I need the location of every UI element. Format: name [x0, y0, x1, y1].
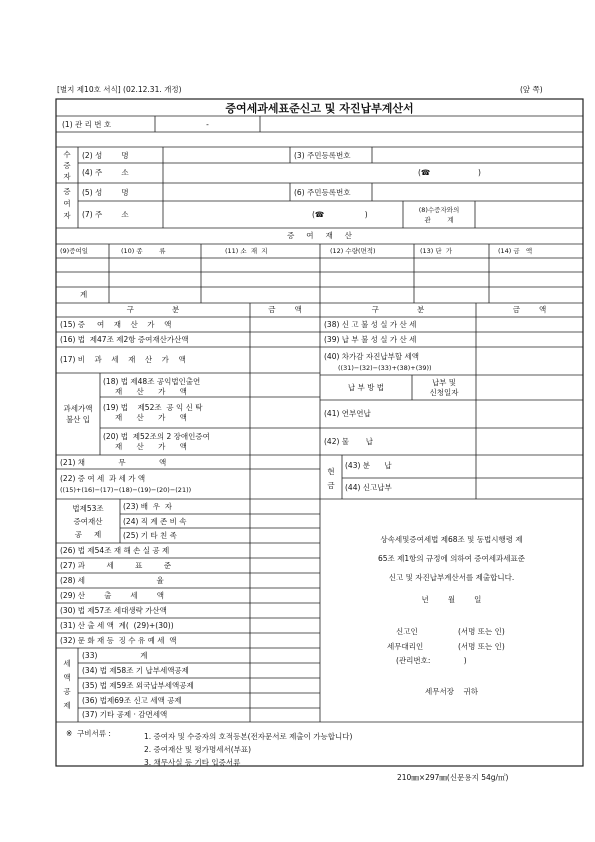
row-19: (19) 법 제52조 공 익 신 탁 재 산 가 액: [103, 403, 203, 422]
property-col-date: (9)증여일: [60, 247, 89, 255]
calc-col-amount2: 금 액: [512, 305, 547, 314]
pay-method-label: 납 부 방 법: [347, 383, 385, 392]
pay-date-label: 납부 및 신청일자: [429, 378, 459, 397]
donee-name-label: (2) 성 명: [82, 151, 129, 160]
row-16: (16) 법 제47조 제2항 증여재산가산액: [60, 335, 189, 344]
row-20: (20) 법 제52조의 2 장애인증여 재 산 가 액: [103, 432, 210, 451]
declaration-text: 상속세및증여세법 제68조 및 동법시행령 제 65조 제1항의 규정에 의하여 증여세과세표준 신고 및 자진납부계산서를 제출합니다.: [377, 535, 525, 582]
donee-phone: (☎ ): [418, 168, 481, 177]
row-41: (41) 연부연납: [324, 409, 371, 418]
list-item: 3. 채무사실 등 기타 입증서류: [144, 758, 241, 767]
calc-col-left: 구 분: [126, 305, 180, 314]
page-side-label: (앞 쪽): [520, 85, 543, 94]
row-38: (38) 신 고 불 성 실 가 산 세: [324, 320, 417, 329]
donor-rrn-label: (6) 주민등록번호: [294, 188, 351, 197]
form-code: [별지 제10호 서식] (02.12.31. 개정): [57, 85, 182, 94]
row-40: (40) 차가감 자진납부할 세액 ((31)−(32)−(33)+(38)+(39)): [324, 352, 432, 372]
row-44: (44) 신고납부: [345, 483, 392, 492]
property-col-location: (11) 소 재 지: [225, 247, 268, 255]
row-22: (22) 증 여 세 과 세 가 액 ((15)+(16)−(17)−(18)−(19)−(20)−(21)): [60, 474, 192, 494]
agent-number: (관리번호: ): [396, 656, 467, 665]
donor-relation-label: (8)수증자와의 관 계: [418, 206, 460, 224]
agent-sign: (서명 또는 인): [458, 642, 505, 651]
row-43: (43) 분 납: [345, 461, 392, 470]
property-heading: 증 여 재 산: [287, 231, 352, 240]
donor-group-label: 증 여 자: [63, 187, 71, 220]
property-col-price: (13) 단 가: [420, 247, 453, 255]
row-26: (26) 법 제54조 재 해 손 실 공 제: [60, 546, 170, 555]
donor-name-label: (5) 성 명: [82, 188, 129, 197]
row-42: (42) 물 납: [324, 437, 373, 446]
calc-col-amount: 금 액: [268, 305, 302, 314]
list-item: 1. 증여자 및 수증자의 호적등본(전자문서로 제출이 가능합니다): [144, 732, 353, 741]
calc-col-right: 구 분: [371, 305, 425, 314]
row-34: (34) 법 제58조 기 납부세액공제: [82, 666, 189, 675]
row-27: (27) 과 세 표 준: [60, 561, 172, 570]
row-17: (17) 비 과 세 재 산 가 액: [60, 355, 186, 364]
filer-sign: (서명 또는 인): [458, 627, 505, 636]
donee-group-label: 수 증 자: [63, 150, 71, 181]
row-37: (37) 기타 공제 · 감면세액: [82, 710, 168, 719]
property-col-amount: (14) 금 액: [498, 247, 533, 255]
row-25: (25) 기 타 친 족: [123, 531, 177, 540]
filer-label: 신고인: [396, 627, 418, 636]
row-24: (24) 직 계 존 비 속: [123, 517, 187, 526]
row-39: (39) 납 부 불 성 실 가 산 세: [324, 335, 417, 344]
row-35: (35) 법 제59조 외국납부세액공제: [82, 681, 194, 690]
deduction-53-group: 법제53조 증여재산 공 제: [72, 504, 104, 539]
row-18: (18) 법 제48조 공익법인출연 재 산 가 액: [103, 377, 201, 396]
declaration-date: 년 월 일: [421, 595, 482, 604]
donor-address-label: (7) 주 소: [82, 210, 129, 219]
addressee: 세무서장 귀하: [424, 687, 478, 696]
attachments-label: ※ 구비서류 :: [66, 729, 111, 738]
mgmt-number-label: (1) 관 리 번 호: [62, 120, 112, 129]
row-28: (28) 세 율: [60, 576, 164, 585]
attachments-list: [144, 730, 352, 769]
deduct-group-label: 과세가액 불산 입: [63, 404, 93, 424]
agent-label: 세무대리인: [387, 642, 424, 651]
form-title: 증여세과세표준신고 및 자진납부계산서: [225, 102, 414, 115]
mgmt-number-value: -: [206, 120, 209, 129]
credit-group-label: 세 액 공 제: [63, 659, 71, 710]
paper-spec: 210㎜×297㎜(신문용지 54g/㎡): [397, 773, 509, 782]
row-29: (29) 산 출 세 액: [60, 591, 164, 600]
property-total-label: 계: [80, 290, 88, 299]
row-15: (15) 증 여 재 산 가 액: [60, 320, 172, 329]
donor-phone: (☎ ): [312, 210, 368, 219]
row-31: (31) 산 출 세 액 계( (29)+(30)): [60, 621, 174, 630]
cash-group-label: 현 금: [327, 467, 335, 490]
row-30: (30) 법 제57조 세대생략 가산액: [60, 606, 167, 615]
donee-rrn-label: (3) 주민등록번호: [294, 151, 351, 160]
row-32: (32) 문 화 재 등 징 수 유 예 세 액: [60, 636, 177, 645]
list-item: 2. 증여재산 및 평가명세서(부표): [144, 745, 252, 754]
donee-address-label: (4) 주 소: [82, 168, 129, 177]
row-23: (23) 배 우 자: [123, 502, 173, 511]
row-36: (36) 법제69조 신고 세액 공제: [82, 696, 182, 705]
row-33: (33) 계: [82, 651, 148, 660]
row-21: (21) 채 무 액: [60, 458, 167, 467]
property-col-quantity: (12) 수량(면적): [330, 247, 376, 255]
property-col-type: (10) 종 류: [121, 247, 166, 255]
